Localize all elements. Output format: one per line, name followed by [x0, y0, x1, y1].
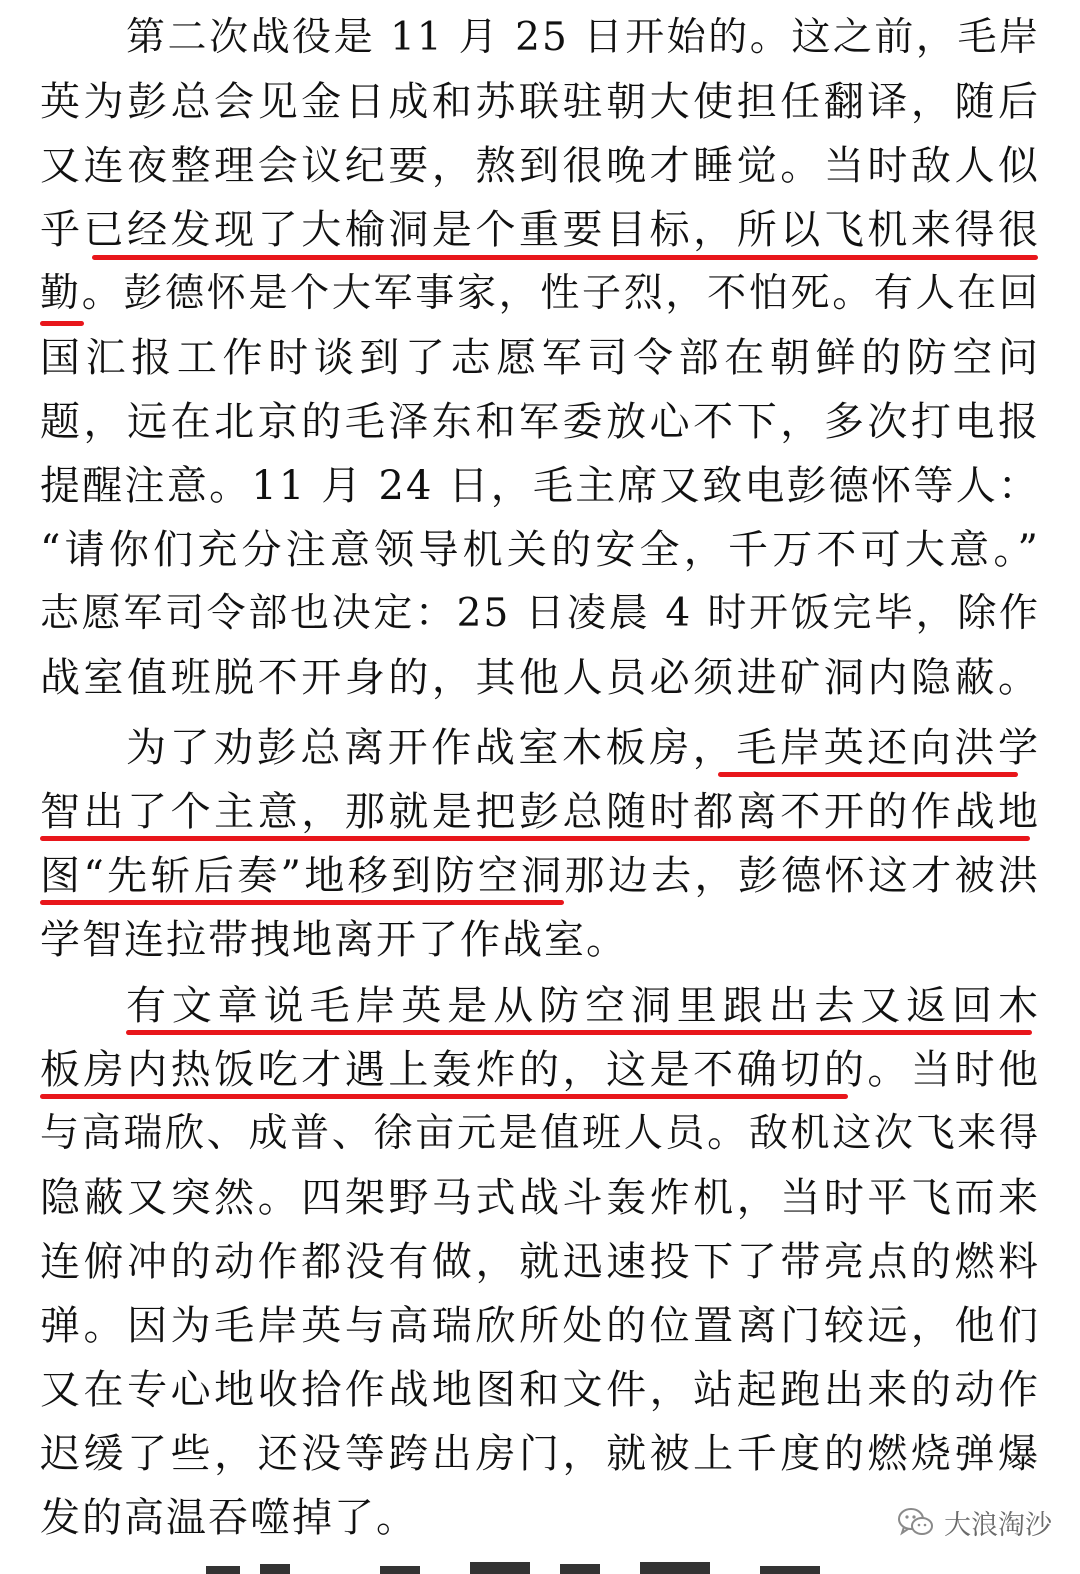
text-line: 志愿军司令部也决定：25 日凌晨 4 时开饭完毕，除作	[40, 591, 1040, 636]
text-line: 题，远在北京的毛泽东和军委放心不下，多次打电报	[40, 399, 1040, 445]
text-line: 国汇报工作时谈到了志愿军司令部在朝鲜的防空问	[40, 335, 1040, 381]
text-line: 隐蔽又突然。四架野马式战斗轰炸机，当时平飞而来	[40, 1175, 1040, 1221]
text-line: 乎已经发现了大榆洞是个重要目标，所以飞机来得很	[40, 207, 1040, 253]
red-underline	[40, 836, 1030, 841]
red-underline	[40, 900, 564, 905]
text-line: 学智连拉带拽地离开了作战室。	[40, 917, 628, 963]
wechat-icon	[896, 1506, 936, 1538]
text-line: “请你们充分注意领导机关的安全，千万不可大意。”	[40, 527, 1040, 573]
watermark-text: 大浪淘沙	[944, 1509, 1052, 1541]
red-underline	[40, 1094, 848, 1099]
red-underline	[92, 255, 1038, 260]
text-line: 连俯冲的动作都没有做，就迅速投下了带亮点的燃料	[40, 1239, 1040, 1285]
text-line: 弹。因为毛岸英与高瑞欣所处的位置离门较远，他们	[40, 1303, 1040, 1349]
cropped-next-line	[0, 1560, 1080, 1574]
text-line: 发的高温吞噬掉了。	[40, 1495, 418, 1541]
text-line: 有文章说毛岸英是从防空洞里跟出去又返回木	[126, 983, 1040, 1029]
watermark	[896, 1500, 1052, 1544]
text-line: 勤。彭德怀是个大军事家，性子烈，不怕死。有人在回	[40, 271, 1040, 316]
text-line: 又连夜整理会议纪要，熬到很晚才睡觉。当时敌人似	[40, 143, 1040, 189]
text-line: 又在专心地收拾作战地图和文件，站起跑出来的动作	[40, 1367, 1040, 1413]
text-line: 为了劝彭总离开作战室木板房，毛岸英还向洪学	[126, 725, 1040, 771]
text-line: 战室值班脱不开身的，其他人员必须进矿洞内隐蔽。	[40, 655, 1040, 701]
red-underline	[40, 321, 84, 326]
text-line: 英为彭总会见金日成和苏联驻朝大使担任翻译，随后	[40, 79, 1040, 125]
text-line: 与高瑞欣、成普、徐亩元是值班人员。敌机这次飞来得	[40, 1111, 1040, 1156]
text-line: 迟缓了些，还没等跨出房门，就被上千度的燃烧弹爆	[40, 1431, 1040, 1477]
red-underline	[718, 772, 1018, 777]
text-line: 板房内热饭吃才遇上轰炸的，这是不确切的。当时他	[40, 1047, 1040, 1093]
text-line: 提醒注意。11 月 24 日，毛主席又致电彭德怀等人：	[40, 463, 1040, 509]
red-underline	[126, 1030, 1032, 1035]
text-line: 智出了个主意，那就是把彭总随时都离不开的作战地	[40, 789, 1040, 835]
text-line: 图“先斩后奏”地移到防空洞那边去，彭德怀这才被洪	[40, 853, 1040, 899]
text-line: 第二次战役是 11 月 25 日开始的。这之前，毛岸	[126, 15, 1040, 60]
